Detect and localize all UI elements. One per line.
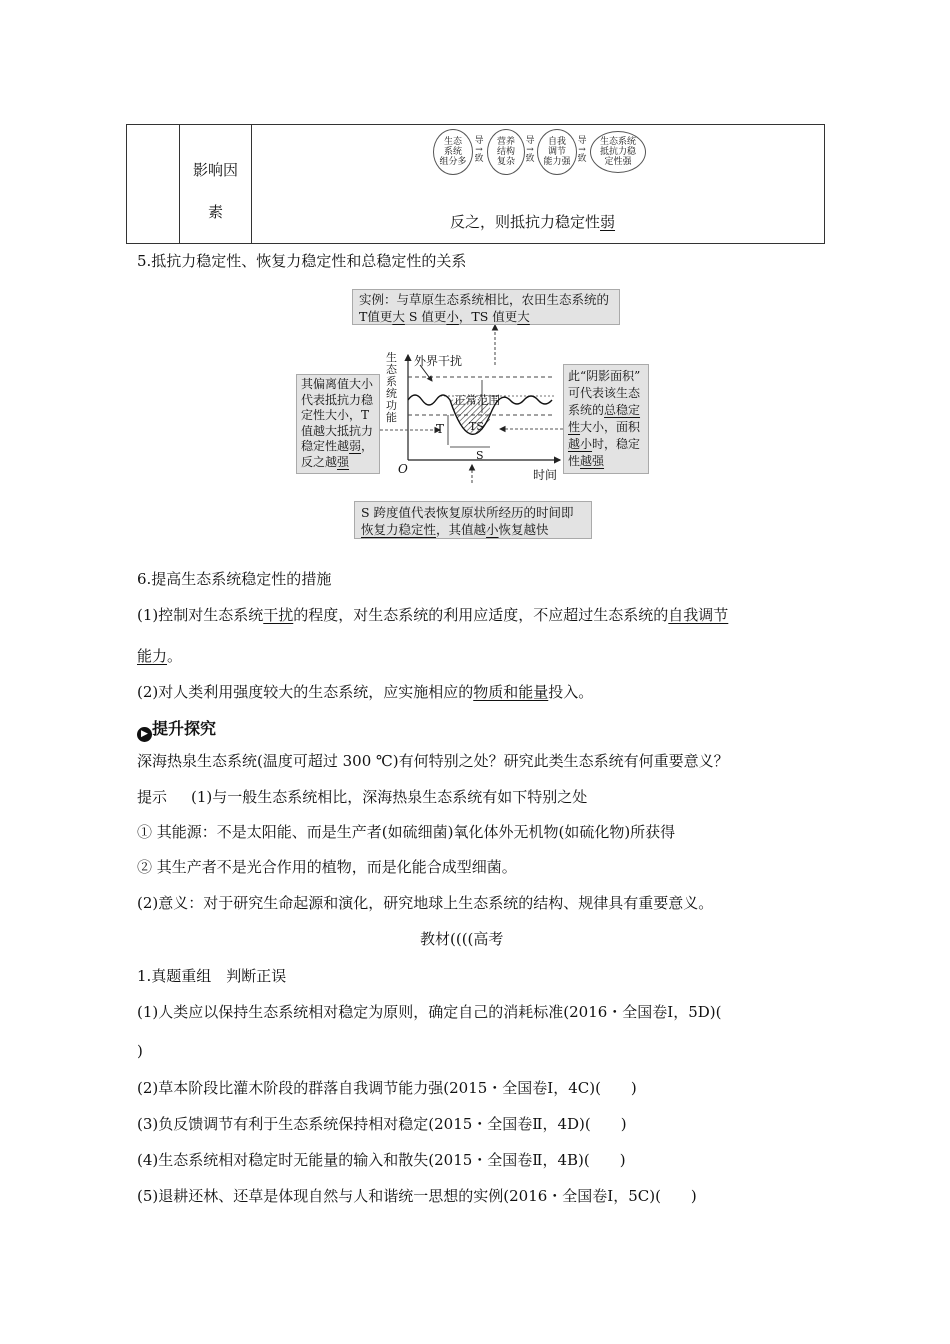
diagram-left-box: 其偏离值大小 代表抵抗力稳 定性大小，T 值越大抵抗力 稳定性越弱， 反之越强: [296, 374, 380, 474]
factor-table: [126, 124, 825, 244]
x-axis-label: 时间: [533, 468, 558, 482]
section6-item1-cont: 能力。: [137, 647, 183, 665]
disturbance-label: 外界干扰: [414, 354, 463, 368]
flow-arrow-1: 导 → 致: [474, 136, 484, 164]
t-label: T: [436, 422, 445, 436]
normal-range-label: 正常范围: [454, 393, 500, 407]
table-empty-cell: [127, 125, 180, 244]
flow-node-4: 生态系统 抵抗力稳 定性强: [590, 131, 646, 173]
flow-node-3: 自我 调节 能力强: [537, 129, 577, 175]
explore-point1: ① 其能源：不是太阳能、而是生产者(如硫细菌)氧化体外无机物(如硫化物)所获得: [137, 823, 676, 841]
s-label: S: [476, 449, 484, 462]
exam-q1: (1)人类应以保持生态系统相对稳定为原则，确定自己的消耗标准(2016・全国卷Ⅰ，5D)(: [137, 1003, 722, 1021]
table-label-cell: [180, 125, 252, 244]
section6-item1: (1)控制对生态系统干扰的程度，对生态系统的利用应适度，不应超过生态系统的自我调节: [137, 606, 729, 624]
explore-point3: (2)意义：对于研究生命起源和演化，研究地球上生态系统的结构、规律具有重要意义。: [137, 894, 714, 912]
explore-question: 深海热泉生态系统(温度可超过 300 ℃)有何特别之处？研究此类生态系统有何重要意义？: [137, 752, 729, 770]
flow-node-2: 营养 结构 复杂: [487, 129, 525, 175]
exam-q3: (3)负反馈调节有利于生态系统保持相对稳定(2015・全国卷Ⅱ，4D)( ): [137, 1115, 627, 1133]
table-conclusion: 反之，则抵抗力稳定性弱: [450, 213, 616, 231]
diagram-top-box: 实例：与草原生态系统相比，农田生态系统的 T值更大 S 值更小，TS 值更大: [352, 289, 620, 325]
y-axis-label: 生态系统功能: [386, 351, 397, 424]
diagram-bottom-box: S 跨度值代表恢复原状所经历的时间即 恢复力稳定性，其值越小恢复越快: [354, 501, 592, 539]
table-content-cell: [252, 125, 825, 244]
diagram-right-box: 此“阴影面积” 可代表该生态 系统的总稳定 性大小，面积 越小时，稳定 性越强: [563, 364, 649, 474]
exam-center-title: 教材((((高考: [420, 930, 504, 948]
explore-point2: ② 其生产者不是光合作用的植物，而是化能合成型细菌。: [137, 858, 517, 876]
exam-q5: (5)退耕还林、还草是体现自然与人和谐统一思想的实例(2016・全国卷Ⅰ，5C)( ): [137, 1187, 697, 1205]
play-circle-icon: ▶: [137, 727, 152, 742]
exam-section-title: 1.真题重组 判断正误: [137, 967, 287, 985]
ts-label: TS: [469, 420, 484, 433]
explore-hint: 提示 (1)与一般生态系统相比，深海热泉生态系统有如下特别之处: [137, 788, 588, 806]
origin-label: O: [398, 462, 408, 476]
table-label-line2: 素: [207, 203, 223, 221]
table-label-line1: 影响因: [192, 161, 238, 179]
explore-heading: ▶ 提升探究: [137, 716, 216, 742]
section5-title: 5.抵抗力稳定性、恢复力稳定性和总稳定性的关系: [137, 252, 467, 270]
flow-arrow-3: 导 → 致: [577, 136, 587, 164]
section6-item2: (2)对人类利用强度较大的生态系统，应实施相应的物质和能量投入。: [137, 683, 594, 701]
exam-q1-cont: ): [137, 1042, 143, 1060]
flow-arrow-2: 导 → 致: [525, 136, 535, 164]
exam-q2: (2)草本阶段比灌木阶段的群落自我调节能力强(2015・全国卷Ⅰ，4C)( ): [137, 1079, 637, 1097]
section6-title: 6.提高生态系统稳定性的措施: [137, 570, 332, 588]
exam-q4: (4)生态系统相对稳定时无能量的输入和散失(2015・全国卷Ⅱ，4B)( ): [137, 1151, 626, 1169]
flow-node-1: 生态 系统 组分多: [433, 129, 473, 175]
